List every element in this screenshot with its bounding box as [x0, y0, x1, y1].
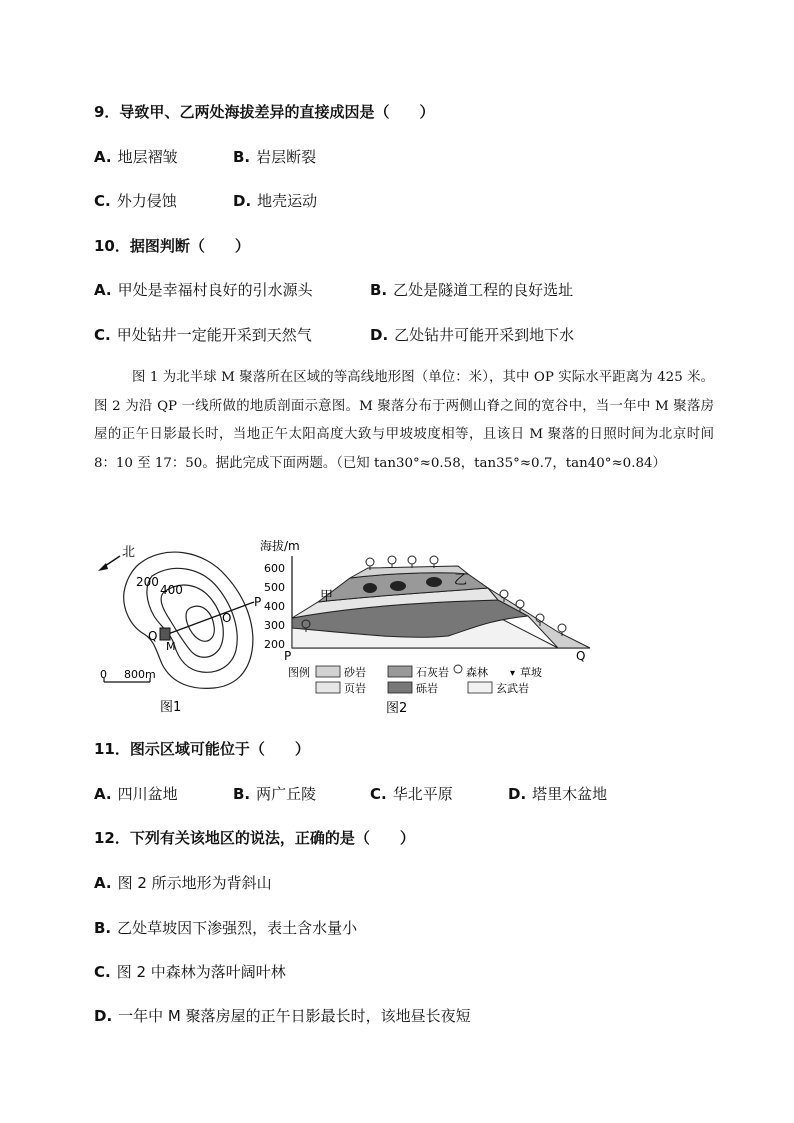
label-q: Q [576, 649, 586, 663]
contour-label-400: 400 [160, 583, 183, 597]
option-key: C. [94, 963, 111, 981]
option-key: B. [233, 785, 251, 803]
yaxis-title: 海拔/m [260, 539, 300, 553]
option-text: 图 2 中森林为落叶阔叶林 [116, 963, 286, 981]
label-jia: 甲 [320, 589, 334, 604]
option-text: 一年中 M 聚落房屋的正午日影最长时，该地昼长夜短 [118, 1007, 471, 1025]
question-9-stem: 9．导致甲、乙两处海拔差异的直接成因是（ ） [94, 103, 435, 121]
question-10-stem: 10．据图判断（ ） [94, 237, 250, 255]
contour-line-inner [186, 606, 214, 641]
legend-basalt: 玄武岩 [496, 682, 529, 695]
legend-shale: 页岩 [344, 682, 366, 695]
option-text: 外力侵蚀 [116, 192, 177, 210]
option-text: 甲处钻井一定能开采到天然气 [116, 326, 312, 344]
legend-conglomerate: 砾岩 [416, 682, 438, 695]
option-key: C. [94, 192, 111, 210]
option-text: 两广丘陵 [256, 785, 317, 803]
option-key: A. [94, 874, 112, 892]
legend-grass: 草坡 [520, 666, 542, 679]
q11-option-c[interactable] [370, 783, 453, 804]
option-key: B. [370, 281, 388, 299]
reading-passage [94, 364, 714, 478]
ytick-label: 600 [264, 562, 285, 575]
point-o-label: O [222, 611, 232, 625]
q10-option-b[interactable] [370, 279, 573, 300]
figure-2-geological-profile [258, 536, 598, 716]
option-key: D. [508, 785, 527, 803]
option-key: B. [233, 148, 251, 166]
scale-end-label: 800m [124, 668, 156, 681]
q10-option-c[interactable] [94, 324, 312, 345]
option-text: 甲处是幸福村良好的引水源头 [117, 281, 313, 299]
q11-option-b[interactable] [233, 783, 316, 804]
q9-option-d[interactable] [233, 190, 317, 211]
q11-option-d[interactable] [508, 783, 607, 804]
option-key: B. [94, 919, 112, 937]
option-text: 地壳运动 [257, 192, 318, 210]
option-key: D. [370, 326, 389, 344]
ytick-label: 300 [264, 619, 285, 632]
legend-forest: 森林 [466, 666, 488, 679]
legend-swatch-conglomerate [388, 682, 412, 693]
q12-option-b[interactable] [94, 917, 357, 938]
grass-legend-icon: ▾ [510, 668, 516, 679]
ytick-label: 200 [264, 638, 285, 651]
option-text: 图 2 所示地形为背斜山 [117, 874, 272, 892]
ytick-label: 500 [264, 581, 285, 594]
option-text: 塔里木盆地 [532, 785, 608, 803]
forest-legend-icon [454, 665, 462, 673]
option-text: 地层褶皱 [117, 148, 178, 166]
option-text: 乙处草坡因下渗强烈，表土含水量小 [117, 919, 358, 937]
legend-title: 图例 [288, 666, 310, 679]
legend-swatch-basalt [468, 682, 492, 693]
point-m-label: M [166, 640, 176, 653]
q11-option-a[interactable] [94, 783, 178, 804]
figure-1-contour-map [94, 536, 274, 716]
option-key: A. [94, 281, 112, 299]
settlement-m-marker [160, 628, 170, 640]
figure-1-caption: 图1 [160, 700, 182, 715]
option-text: 四川盆地 [117, 785, 178, 803]
contour-label-200: 200 [136, 575, 159, 589]
option-key: C. [370, 785, 387, 803]
q12-option-a[interactable] [94, 872, 272, 893]
label-p: P [284, 649, 292, 663]
option-key: A. [94, 785, 112, 803]
q9-option-c[interactable] [94, 190, 177, 211]
legend-swatch-sandstone [316, 666, 340, 677]
question-11-stem: 11．图示区域可能位于（ ） [94, 740, 310, 758]
legend-swatch-shale [316, 682, 340, 693]
scale-start-label: 0 [100, 668, 107, 681]
option-text: 乙处是隧道工程的良好选址 [393, 281, 574, 299]
qp-profile-line [168, 602, 254, 634]
legend-limestone: 石灰岩 [416, 666, 449, 679]
option-text: 乙处钻井可能开采到地下水 [394, 326, 575, 344]
ytick-label: 400 [264, 600, 285, 613]
option-key: C. [94, 326, 111, 344]
limestone-symbol-icon [363, 583, 377, 593]
north-label: 北 [122, 545, 136, 560]
legend-swatch-limestone [388, 666, 412, 677]
legend-sandstone: 砂岩 [344, 666, 366, 679]
option-text: 岩层断裂 [256, 148, 317, 166]
limestone-symbol-icon [426, 577, 442, 587]
option-key: A. [94, 148, 112, 166]
limestone-symbol-icon [390, 581, 406, 591]
q12-option-d[interactable] [94, 1005, 471, 1026]
q9-option-b[interactable] [233, 146, 316, 167]
figure-2-caption: 图2 [386, 701, 408, 716]
q10-option-a[interactable] [94, 279, 313, 300]
q12-option-c[interactable] [94, 961, 286, 982]
option-text: 华北平原 [392, 785, 453, 803]
option-key: D. [94, 1007, 113, 1025]
label-yi: 乙 [454, 573, 468, 588]
question-12-stem: 12．下列有关该地区的说法，正确的是（ ） [94, 829, 415, 847]
passage-text: 图 1 为北半球 M 聚落所在区域的等高线地形图（单位：米），其中 OP 实际水平距离为 425 米。图 2 为沿 QP 一线所做的地质剖面示意图。M 聚落分布于两侧山脊之间的宽谷中，当一年中 M 聚落房屋的正午日影最长时，当地正午太阳高度大致与甲坡坡度相等，且该日 M 聚落的日照时间为北京时间 8：10 至 17：50。据此完成下面两题。（已知 tan30°≈0.58，tan35°≈0.7，tan40°≈0.84） [94, 370, 714, 471]
q10-option-d[interactable] [370, 324, 574, 345]
point-q-label: Q [148, 629, 158, 643]
point-p-label: P [254, 595, 262, 609]
q9-option-a[interactable] [94, 146, 178, 167]
option-key: D. [233, 192, 252, 210]
